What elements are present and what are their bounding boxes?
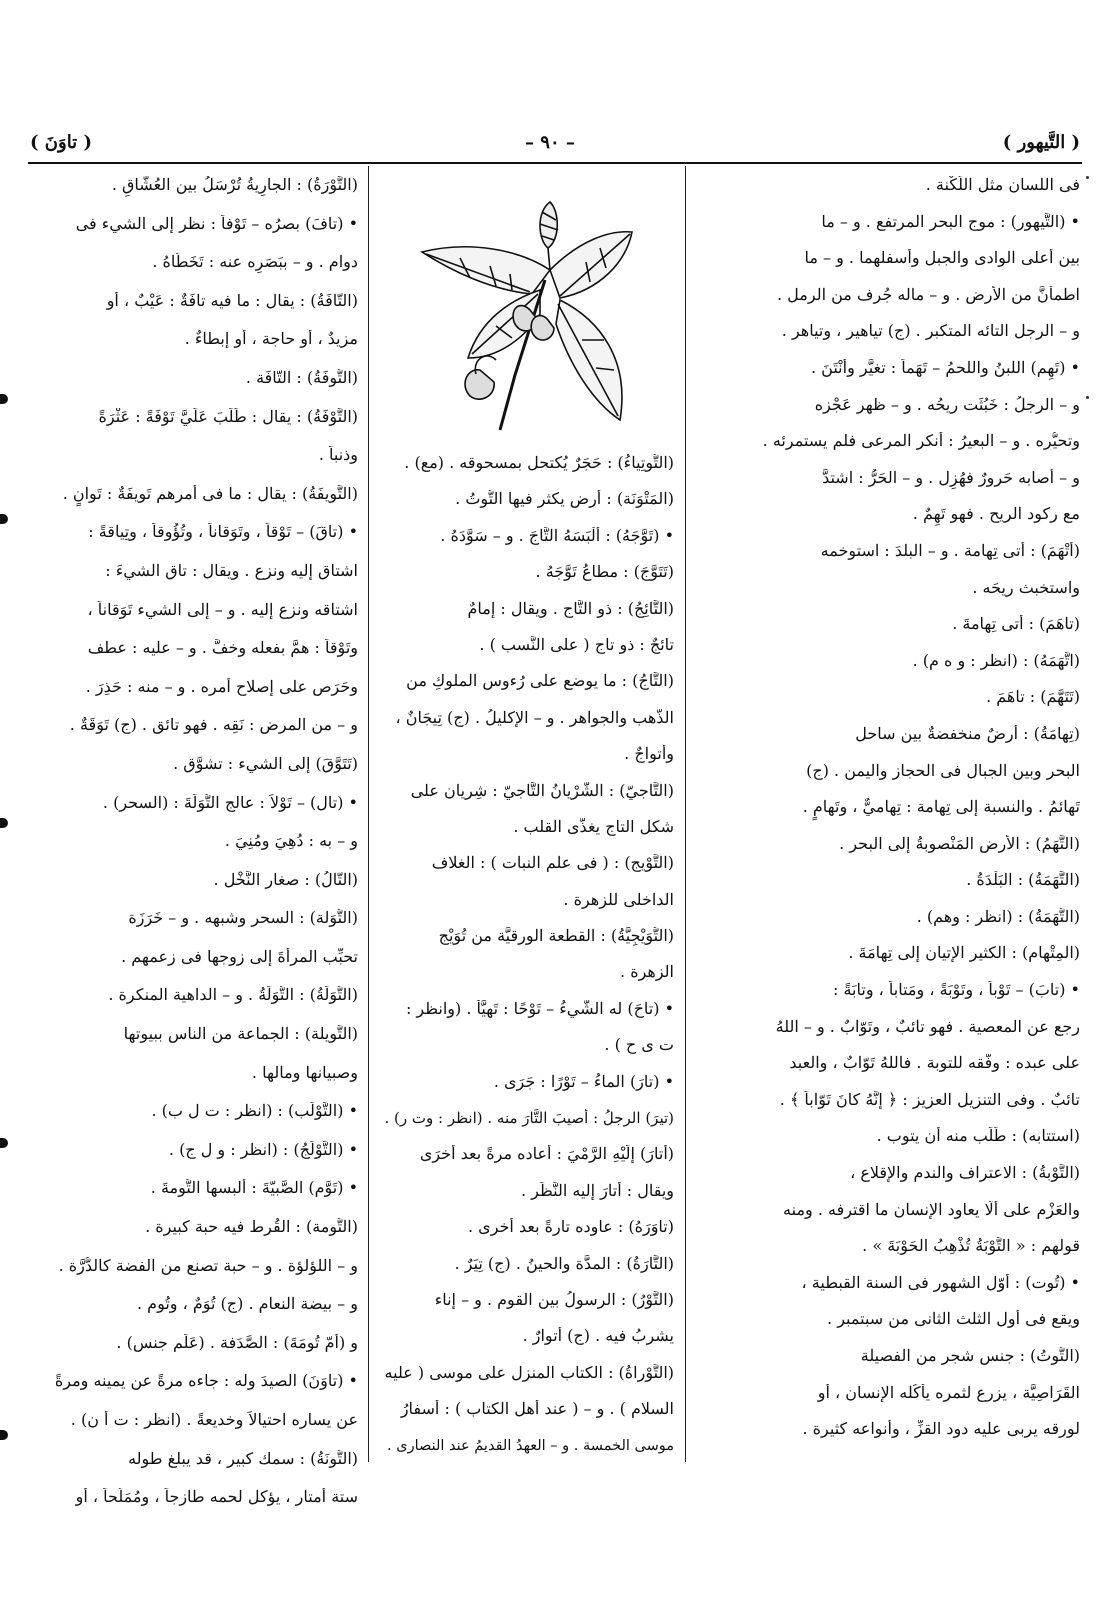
right-column bbox=[698, 176, 1080, 1457]
entry-line: تحبِّب المرأةَ إلى زوجها فى زعمهم . bbox=[121, 947, 358, 966]
entry-line: مع ركود الريح . فهو تَهِمٌ . bbox=[912, 505, 1080, 524]
entry-line: (التَّوْيج) : ( فى علم النبات ) : الغلاف bbox=[431, 854, 674, 873]
entry-line: القَرَاصِيَّة ، يزرع لثمره يأكُله الإنسان ، أو bbox=[817, 1383, 1080, 1402]
entry-line: (التُّوَلَةُ) : التُّوَلَةُ . و – الداهية المنكرة . bbox=[108, 986, 358, 1005]
entry-line: و – اللؤلؤة . و – حبة تصنع من الفضة كالدُّرَّة . bbox=[58, 1256, 358, 1275]
entry-line: (التَّويفَةُ) : يقال : ما فى أمرهم تَويفَةٌ : تَوانٍ . bbox=[62, 484, 358, 503]
entry-line: تائبٌ . وفى التنزيل العزيز : ﴿ إنَّهُ كانَ تَوّاباً ﴾ . bbox=[779, 1090, 1080, 1109]
entry-line: تائجٌ : ذو تاج ( على النَّسب ) . bbox=[479, 635, 674, 654]
entry-line: ت ى ح ) . bbox=[604, 1036, 674, 1055]
entry-line: (تَتَوَّقَ) إلى الشيء : تشوَّق . bbox=[173, 754, 358, 773]
entry-line: (التُّوَيْجِيَّةُ) : القطعة الورقيَّة من تُوَيْج bbox=[438, 927, 674, 946]
header-left-title: ( تاوَنَ ) bbox=[30, 132, 92, 153]
entry-line: على عبده : وفَّقه للتوبة . فاللهُ تَوّابٌ ، والعبد bbox=[789, 1054, 1080, 1073]
entry-line: (التُّوتِياءُ) : حَجَرٌ يُكتحل بمسحوقه . (مع) . bbox=[404, 454, 674, 472]
entry-line: • (تاوَنَ) الصيدَ وله : جاءه مرةً عن يمينه ومرةً bbox=[54, 1372, 358, 1391]
entry-line: و – به : دُهِيَ ومُنِيَ . bbox=[224, 832, 358, 851]
entry-line: عن يساره احتيالاً وخديعةً . (انظر : ت أ ن) . bbox=[70, 1411, 358, 1429]
entry-line: (التَّوْرُ) : الرسولُ بين القوم . و – إناء bbox=[434, 1290, 674, 1309]
left-column bbox=[28, 176, 358, 1527]
header-rule bbox=[28, 162, 1082, 164]
entry-line: (التُّوفَةُ) : التّافَة . bbox=[245, 368, 358, 387]
entry-line: • (التَّوْلَجُ) : (انظر : و ل ج) . bbox=[168, 1140, 358, 1159]
entry-line: (التَّاجُ) : ما يوضع على رُءوس الملوكِ من bbox=[406, 672, 674, 691]
entry-line: اشتاق إليه ونزع . ويقال : تاق الشيءَ : bbox=[105, 561, 358, 580]
scan-speck bbox=[1086, 176, 1089, 179]
middle-column bbox=[378, 454, 674, 1473]
entry-line: قولهم : « التَّوْبَةُ تُذْهِبُ الحَوْبَةَ » . bbox=[862, 1237, 1080, 1256]
entry-line: وتَوْقاً : همَّ بفعله وخفَّ . و – عليه : عطف bbox=[87, 639, 358, 658]
entry-line: ويقال : أتارَ إليه النَّظَر . bbox=[520, 1181, 674, 1200]
entry-line: وأتواجٌ . bbox=[624, 745, 674, 764]
entry-line: (التَّاجيّ) : الشُّرْيانُ التَّاجيّ : شِريان على bbox=[410, 781, 674, 800]
entry-line: (المِتْهام) : الكثير الإتيان إلى تِهامَةَ . bbox=[848, 944, 1080, 963]
margin-punch-mark bbox=[0, 1430, 8, 1440]
column-divider bbox=[685, 166, 686, 1462]
entry-line: (أتارَ) إلَيْهِ الرَّمْيَ : أعاده مرةً بعد أخرَى bbox=[419, 1145, 674, 1164]
page-header bbox=[30, 132, 1080, 162]
entry-line: تَهائمُ . والنسبة إلى تِهامة : تِهاميٌّ ، وتَهامٍ . bbox=[802, 798, 1080, 817]
entry-line: (تَتَهَّمَ) : تاهَمَ . bbox=[986, 688, 1080, 707]
mulberry-branch-illustration bbox=[400, 190, 640, 448]
entry-line: و – الرجلُ : خَبُثَت ريحُه . و – ظهر عَجْزه bbox=[814, 395, 1080, 414]
entry-line: و (أمّ تُومَةَ) : الصَّدَفة . (عَلَم جنس) . bbox=[116, 1333, 358, 1352]
entry-line: • (تافَ) بصرُه – تَوْفاً : نظر إلى الشيء فى bbox=[75, 214, 358, 233]
entry-line: البحر وبين الجبال فى الحجاز واليمن . (ج) bbox=[806, 761, 1080, 780]
entry-line: الذَّهب والجواهر . و – الإكليلُ . (ج) تِيجَانٌ ، bbox=[395, 708, 674, 727]
entry-line: • (تارَ) الماءُ – تَوْرًا : جَرَى . bbox=[493, 1072, 674, 1091]
entry-line: وتحيُّره . و – البعيرُ : أنكر المرعى فلم يستمرئه . bbox=[762, 432, 1080, 451]
entry-line: موسى الخمسة . و – العهدُ القديمُ عند النصارى . bbox=[387, 1437, 674, 1454]
entry-line: (التُّوتُ) : جنس شجر من الفصيلة bbox=[860, 1347, 1080, 1365]
margin-punch-mark bbox=[0, 1138, 8, 1148]
entry-line: الداخلى للزهرة . bbox=[563, 890, 674, 909]
entry-line: و – أصابه حَرورٌ فهُزِل . و – الحَرُّ : اشتدَّ bbox=[822, 468, 1080, 487]
column-divider bbox=[368, 166, 369, 1462]
entry-line: (التُّومة) : القُرط فيه حبة كبيرة . bbox=[145, 1218, 358, 1237]
entry-line: وذنباً . bbox=[318, 446, 358, 465]
margin-punch-mark bbox=[0, 514, 8, 524]
entry-line: والعَزْم على ألّا يعاود الإنسان ما اقترفه . ومنه bbox=[783, 1200, 1080, 1219]
entry-line: • (تاحَ) له الشَّيءُ – تَوْحًا : تَهيَّأ . (وانظر : bbox=[405, 999, 674, 1018]
entry-line: (التَّويلة) : الجماعة من الناس ببيوتها bbox=[123, 1025, 358, 1044]
entry-line: اشتاقه ونزع إليه . و – إلى الشيء تَوَقاناً ، bbox=[87, 600, 358, 619]
entry-line: يشربُ فيه . (ج) أتوارٌ . bbox=[522, 1327, 674, 1346]
entry-line: (التَّوْبةُ) : الاعتراف والندم والإقلاع ، bbox=[850, 1164, 1080, 1183]
page-number: – ٩٠ – bbox=[525, 132, 575, 153]
entry-line: (تِهامَةُ) : أرضٌ منخفضةٌ بين ساحل bbox=[855, 724, 1080, 743]
entry-line: (التَّهَمَةُ) : البَلْدَةُ . bbox=[966, 871, 1080, 890]
entry-line: (التَّائِجُ) : ذو التَّاج . ويقال : إمامٌ bbox=[467, 599, 674, 618]
entry-line: (تيرَ) الرجلُ : أُصيبَ التَّارَ منه . (انظر : وت ر) . bbox=[384, 1109, 674, 1128]
entry-line: (المَتْوَنَة) : أرض يكثر فيها التُّوتُ . bbox=[455, 490, 674, 509]
entry-line: دوام . و – ببَصَرِه عنه : تَخَطّاهُ . bbox=[152, 253, 358, 272]
entry-line: (التُّونَةُ) : سمك كبير ، قد يبلغ طوله bbox=[128, 1449, 358, 1468]
margin-punch-mark bbox=[0, 818, 8, 828]
entry-line: (التَّوْراةُ) : الكتاب المنزل على موسى ( عليه bbox=[384, 1363, 674, 1382]
entry-line: • (تابَ) – تَوْباً ، وتَوْبَةً ، ومَتاباً ، وتابَةً : bbox=[833, 981, 1080, 1000]
entry-line: و – الرجل التائه المتكبر . (ج) تياهير ، وتياهر . bbox=[781, 322, 1080, 341]
entry-line: و – من المرض : نَقِه . فهو تائق . (ج) تَوَقَةٌ . bbox=[69, 716, 358, 735]
entry-line: • (التَّوْلَب) : (انظر : ت ل ب) . bbox=[151, 1102, 358, 1121]
entry-line: مزيدٌ ، أو حاجة ، أو إبطاءٌ . bbox=[184, 330, 358, 349]
entry-line: (التّالُ) : صغار النَّخْل . bbox=[213, 870, 358, 889]
entry-line: (التُّوَلة) : السحر وشبهه . و – خَرَزَة bbox=[128, 909, 358, 928]
entry-line: • (تاقَ) – تَوْقاً ، وتَوَقاناً ، وتُؤُوقاً ، وتِياقةً : bbox=[88, 523, 358, 542]
entry-line: (تاهَمَ) : أتى تِهامةَ . bbox=[952, 615, 1080, 634]
entry-line: وصبيانها ومالها . bbox=[251, 1063, 358, 1082]
entry-line: اطمأنَّ من الأرض . و – ماله جُرف من الرمل . bbox=[777, 285, 1080, 304]
margin-punch-mark bbox=[0, 394, 8, 404]
entry-line: ويقع فى أول الثلث الثانى من سبتمبر . bbox=[827, 1310, 1080, 1329]
entry-line: (التُّهَمَةُ) : (انظر : وهم) . bbox=[916, 907, 1080, 926]
entry-line: الزهرة . bbox=[620, 963, 674, 982]
header-right-title: ( التَّيهور ) bbox=[1002, 132, 1080, 153]
entry-line: • (تال) – تَوْلاً : عالج التُّوَلَةَ : (السحر) . bbox=[102, 793, 358, 812]
entry-line: (التَّوْرَةُ) : الجارِيةُ تُرْسَلُ بين العُشّاقِ . bbox=[111, 176, 358, 194]
entry-line: واستخبث ريحَه . bbox=[972, 578, 1080, 597]
entry-line: لورقه يربى عليه دود القزِّ ، وأنواعه كثيرة . bbox=[802, 1420, 1080, 1439]
entry-line: (اتَّهَمَهُ) : (انظر : و ه م) . bbox=[912, 651, 1080, 670]
entry-line: و – بيضة النعام . (ج) تُوَمٌ ، وتُوم . bbox=[136, 1295, 358, 1314]
entry-line: (التّافَةُ) : يقال : ما فيه تافَةٌ : عَيْبٌ ، أو bbox=[106, 291, 358, 310]
entry-line: (تَتَوَّجَ) : مطاعُ تَوَّجَهُ . bbox=[535, 563, 674, 582]
entry-line: (تاوَرَهُ) : عاوده تارةً بعد أخرى . bbox=[468, 1218, 674, 1237]
entry-line: (التَّهَمُ) : الأرض المَنْصوبةُ إلى البحر . bbox=[839, 834, 1080, 853]
entry-line: شكل التاج يغذّى القلب . bbox=[513, 817, 674, 836]
entry-line: • (تَوَّم) الصَّبيّةَ : ألبسها التُّومةَ . bbox=[150, 1179, 358, 1198]
entry-line: • (تُوت) : أوّل الشهور فى السنة القبطية ، bbox=[801, 1273, 1080, 1292]
entry-line: (التَّارَةُ) : المدَّة والحينُ . (ج) تِيَرٌ . bbox=[454, 1254, 674, 1273]
entry-line: • (تَوَّجَهُ) : ألْبَسَهُ التَّاجَ . و – سَوَّدَهُ . bbox=[440, 526, 674, 545]
entry-line: فى اللسان مثل اللُّكْنة . bbox=[925, 176, 1080, 194]
entry-line: ستة أمتار ، يؤكل لحمه طازجاً ، ومُمَلَّحاً ، أو bbox=[75, 1488, 358, 1507]
entry-line: السلام ) . و – ( عند أهل الكتاب ) : أسفارُ bbox=[400, 1400, 674, 1419]
entry-line: (التَّوْفَةُ) : يقال : طَلَبَ عَلَيَّ تَوْفَةً : عَثْرَةً bbox=[98, 407, 358, 426]
entry-line: بين أعلى الوادى والجبل وأسفلهما . و – ما bbox=[804, 249, 1080, 268]
entry-line: رجع عن المعصية . فهو تائبٌ ، وتَوّابٌ . و – اللهُ bbox=[775, 1017, 1080, 1036]
entry-line: • (تَهِم) اللبنُ واللحمُ – تَهَماً : تغيَّر وأنْتَنَ . bbox=[810, 358, 1080, 377]
entry-line: (استتابه) : طَلَب منه أن يتوب . bbox=[876, 1127, 1080, 1146]
entry-line: (أتْهَمَ) : أتى تِهامة . و – البلدَ : استوخمه bbox=[820, 541, 1080, 560]
entry-line: • (التَّيهور) : موج البحر المرتفع . و – ما bbox=[821, 212, 1080, 231]
entry-line: وحَرَص على إصلاح أمره . و – منه : حَذِرَ . bbox=[85, 677, 358, 696]
scan-speck bbox=[1086, 396, 1089, 399]
